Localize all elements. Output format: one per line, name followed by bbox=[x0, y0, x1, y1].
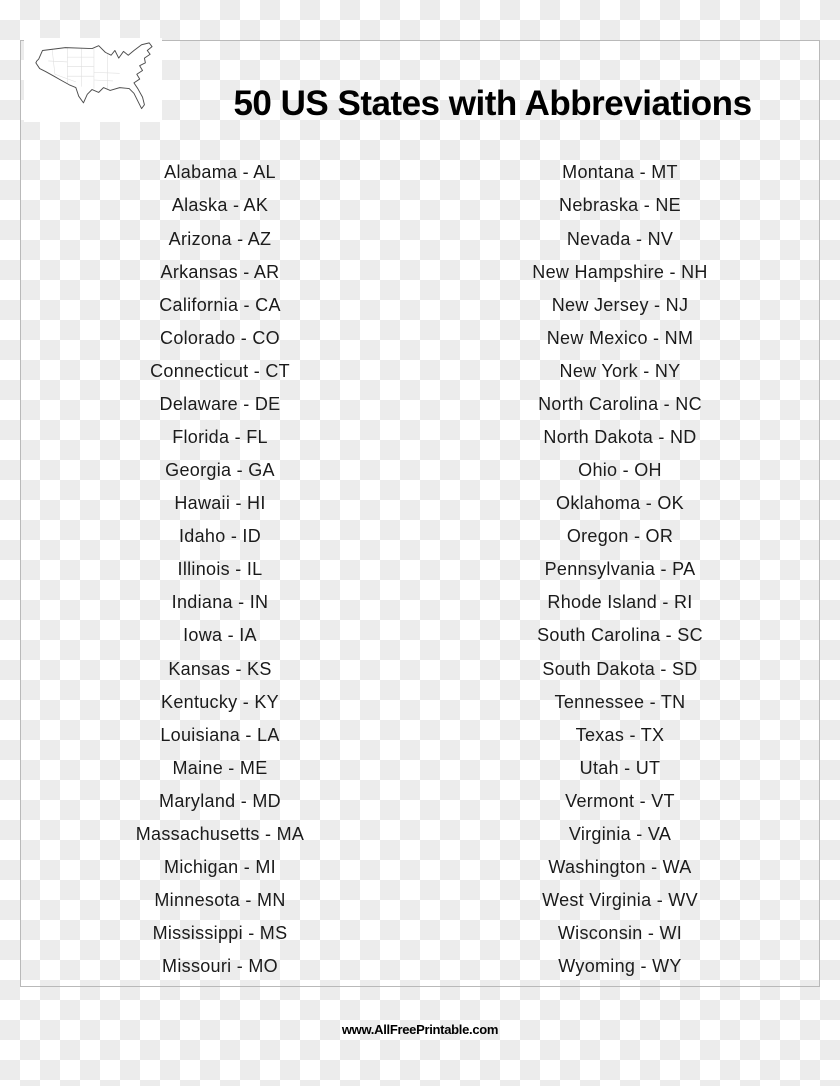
list-item: Oklahoma - OK bbox=[556, 493, 684, 514]
list-item: North Carolina - NC bbox=[538, 393, 702, 414]
list-item: New Hampshire - NH bbox=[532, 261, 708, 282]
us-map-icon bbox=[24, 38, 162, 122]
list-item: Wisconsin - WI bbox=[557, 923, 683, 944]
list-item: Vermont - VT bbox=[565, 790, 675, 811]
list-item: Nevada - NV bbox=[566, 228, 674, 249]
list-item: Arizona - AZ bbox=[168, 228, 272, 249]
list-item: Washington - WA bbox=[548, 857, 692, 878]
list-item: California - CA bbox=[159, 294, 281, 315]
list-item: Delaware - DE bbox=[159, 393, 281, 414]
us-map-outline-svg bbox=[26, 40, 160, 120]
list-item: North Dakota - ND bbox=[543, 427, 697, 448]
list-item: Iowa - IA bbox=[183, 625, 257, 646]
list-item: Louisiana - LA bbox=[160, 724, 280, 745]
list-item: Nebraska - NE bbox=[559, 195, 681, 216]
list-item: Illinois - IL bbox=[177, 559, 263, 580]
list-item: Utah - UT bbox=[579, 757, 661, 778]
states-column-right bbox=[420, 156, 820, 983]
list-item: Texas - TX bbox=[575, 724, 665, 745]
footer-website-text: www.AllFreePrintable.com bbox=[341, 1022, 499, 1037]
list-item: Arkansas - AR bbox=[160, 261, 280, 282]
list-item: Maine - ME bbox=[172, 757, 268, 778]
list-item: Rhode Island - RI bbox=[547, 592, 693, 613]
list-item: Missouri - MO bbox=[162, 956, 278, 977]
list-item: Pennsylvania - PA bbox=[544, 559, 696, 580]
list-item: Mississippi - MS bbox=[152, 923, 288, 944]
list-item: New Mexico - NM bbox=[546, 327, 694, 348]
list-item: Alabama - AL bbox=[164, 162, 276, 183]
list-item: Idaho - ID bbox=[178, 526, 262, 547]
list-item: Georgia - GA bbox=[165, 460, 275, 481]
list-item: Montana - MT bbox=[562, 162, 678, 183]
list-item: Oregon - OR bbox=[566, 526, 674, 547]
list-item: New York - NY bbox=[559, 360, 681, 381]
list-item: Alaska - AK bbox=[171, 195, 269, 216]
list-item: Massachusetts - MA bbox=[135, 823, 305, 844]
list-item: South Carolina - SC bbox=[537, 625, 703, 646]
list-item: Connecticut - CT bbox=[150, 360, 290, 381]
list-item: Michigan - MI bbox=[164, 857, 276, 878]
list-item: South Dakota - SD bbox=[542, 658, 698, 679]
list-item: Hawaii - HI bbox=[174, 493, 266, 514]
list-item: Minnesota - MN bbox=[154, 890, 286, 911]
list-item: Florida - FL bbox=[172, 427, 268, 448]
list-item: Maryland - MD bbox=[159, 790, 281, 811]
states-column-left bbox=[20, 156, 420, 983]
list-item: West Virginia - WV bbox=[542, 890, 698, 911]
list-item: Ohio - OH bbox=[578, 460, 662, 481]
list-item: New Jersey - NJ bbox=[551, 294, 689, 315]
list-item: Tennessee - TN bbox=[554, 691, 686, 712]
list-item: Virginia - VA bbox=[568, 823, 672, 844]
list-item: Indiana - IN bbox=[171, 592, 269, 613]
list-item: Kentucky - KY bbox=[161, 691, 279, 712]
list-item: Kansas - KS bbox=[168, 658, 272, 679]
page-title: 50 US States with Abbreviations bbox=[233, 84, 752, 124]
list-item: Wyoming - WY bbox=[558, 956, 682, 977]
list-item: Colorado - CO bbox=[160, 327, 280, 348]
